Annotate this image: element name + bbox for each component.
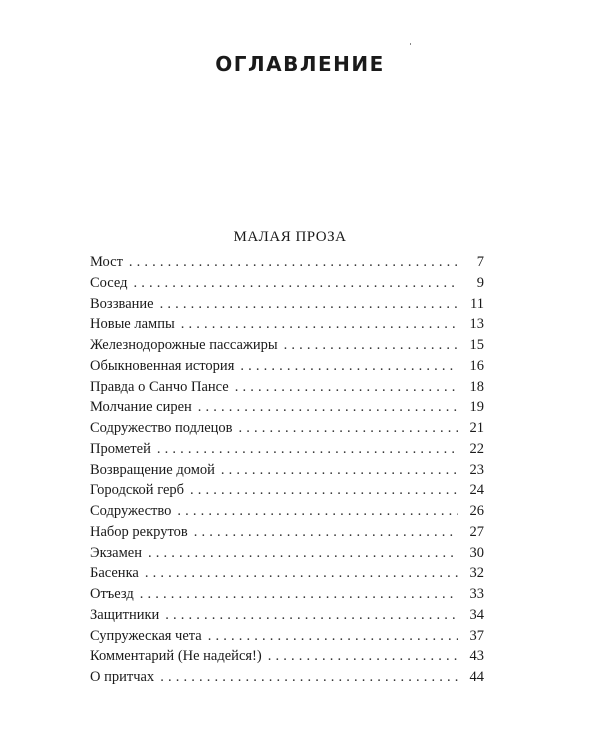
toc-entry-page-number: 33 [469,586,484,602]
dot-leader [140,584,458,605]
dot-leader [190,480,458,501]
dot-leader [134,273,458,294]
dot-leader [129,252,458,273]
toc-entry-page-number: 44 [469,669,484,685]
dot-leader [160,667,458,688]
toc-entry-title: Городской герб [90,482,185,499]
toc-entry-page-number: 23 [469,461,484,478]
toc-entry-page-number: 27 [469,523,484,540]
dot-leader [181,314,458,335]
toc-entry-page-number: 9 [476,274,484,291]
toc-entry-page-number: 13 [469,316,484,333]
toc-entry-page-number: 24 [469,482,484,499]
toc-entry[interactable] [90,584,484,605]
toc-entry-page-number: 30 [469,544,484,561]
dot-leader [198,397,458,418]
dot-leader [194,522,458,543]
toc-entry[interactable] [90,667,484,688]
toc-entry[interactable] [90,501,484,522]
toc-entry[interactable] [90,646,484,667]
dot-leader [148,543,458,564]
dot-leader [160,294,458,315]
toc-entry-page-number: 11 [470,295,484,312]
toc-entry[interactable] [90,273,484,294]
dot-leader [235,377,458,398]
toc-entry-title: Прометей [90,440,151,457]
toc-entry-page-number: 26 [469,503,484,519]
toc-entry[interactable] [90,356,484,377]
toc-entry-page-number: 37 [469,627,484,644]
toc-entry-title: Сосед [90,274,128,291]
toc-entry-title: Набор рекрутов [90,523,188,540]
toc-entry-title: Басенка [90,565,139,582]
toc-entry-title: Возвращение домой [90,461,215,478]
toc-entry[interactable] [90,377,484,398]
toc-entry-title: Супружеская чета [90,627,202,644]
toc-entry-page-number: 18 [469,378,484,395]
dot-leader [284,335,458,356]
toc-entry-page-number: 43 [469,648,484,665]
dot-leader [165,605,458,626]
toc-entry-title: Содружество [90,503,172,519]
toc-entry-title: Отъезд [90,586,134,602]
toc-entry-page-number: 32 [469,565,484,582]
dot-leader [208,626,458,647]
toc-entry[interactable] [90,480,484,501]
table-of-contents [90,252,484,688]
dot-leader [145,563,458,584]
toc-entry-title: О притчах [90,669,155,685]
toc-entry-page-number: 22 [469,440,484,457]
toc-entry-page-number: 15 [469,337,484,353]
dot-leader [240,356,458,377]
toc-entry-title: Воззвание [90,295,154,312]
toc-entry[interactable] [90,543,484,564]
toc-entry[interactable] [90,563,484,584]
toc-entry-title: Новые лампы [90,316,175,333]
toc-entry-page-number: 21 [469,420,484,436]
toc-entry-title: Содружество подлецов [90,420,233,436]
dot-leader [221,460,458,481]
toc-entry-title: Молчание сирен [90,399,192,416]
toc-entry[interactable] [90,626,484,647]
toc-entry[interactable] [90,522,484,543]
toc-entry-title: Мост [90,254,123,270]
section-title: МАЛАЯ ПРОЗА [233,229,347,245]
toc-entry[interactable] [90,397,484,418]
toc-entry-title: Правда о Санчо Пансе [90,378,229,395]
toc-entry-title: Комментарий (Не надейся!) [90,648,262,665]
dot-leader [268,646,458,667]
toc-entry-page-number: 16 [469,357,484,374]
toc-entry[interactable] [90,605,484,626]
toc-entry[interactable] [90,252,484,273]
toc-entry-title: Обыкновенная история [90,357,235,374]
toc-entry[interactable] [90,314,484,335]
toc-entry-page-number: 34 [469,606,484,623]
toc-entry[interactable] [90,418,484,439]
toc-entry[interactable] [90,460,484,481]
toc-entry-title: Железнодорожные пассажиры [90,337,278,353]
toc-entry-page-number: 7 [476,254,484,270]
dot-leader [239,418,458,439]
dot-leader [177,501,458,522]
toc-entry-title: Защитники [90,606,160,623]
toc-entry[interactable] [90,439,484,460]
toc-entry[interactable] [90,294,484,315]
toc-entry-page-number: 19 [469,399,484,416]
print-speck [410,43,411,45]
page-title: ОГЛАВЛЕНИЕ [215,52,385,76]
toc-entry[interactable] [90,335,484,356]
dot-leader [157,439,458,460]
toc-entry-title: Экзамен [90,544,142,561]
